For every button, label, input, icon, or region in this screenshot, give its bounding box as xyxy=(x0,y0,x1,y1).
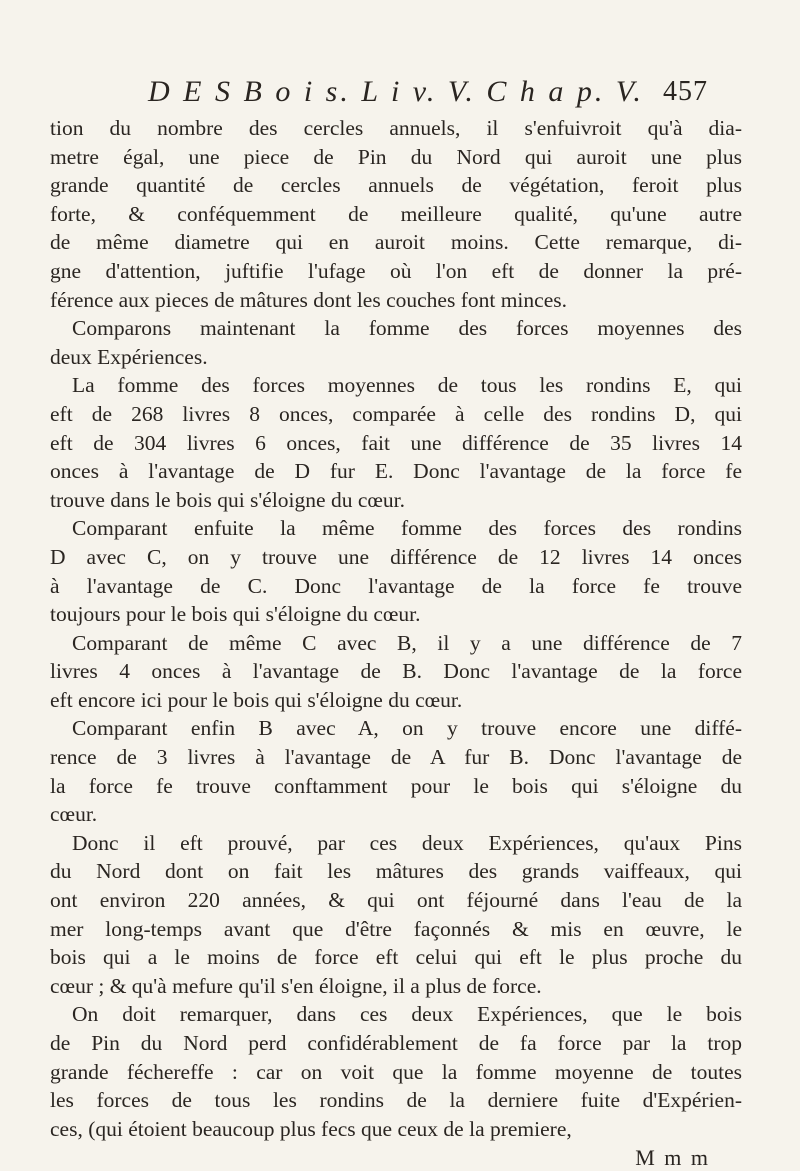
text-line: livres 4 onces à l'avantage de B. Donc l'avantage de la force xyxy=(50,659,742,684)
text-line: toujours pour le bois qui s'éloigne du cœur. xyxy=(50,602,421,627)
text-line: de Pin du Nord perd confidérablement de fa force par la trop xyxy=(50,1031,742,1055)
text-line: gne d'attention, juftifie l'ufage où l'on eft de donner la pré- xyxy=(50,258,742,283)
paragraph xyxy=(50,1000,742,1143)
text-line: eft encore ici pour le bois qui s'éloigne du cœur. xyxy=(50,687,463,712)
text-line: férence aux pieces de mâtures dont les couches font minces. xyxy=(50,287,567,312)
text-line: grande quantité de cercles annuels de végétation, feroit plus xyxy=(50,173,742,198)
text-line: metre égal, une piece de Pin du Nord qui auroit une plus xyxy=(50,144,742,169)
paragraph xyxy=(50,314,742,371)
text-line: On doit remarquer, dans ces deux Expériences, que le bois xyxy=(72,1002,742,1027)
text-line: la force fe trouve conftamment pour le bois qui s'éloigne du xyxy=(50,773,742,798)
text-line: Donc il eft prouvé, par ces deux Expériences, qu'aux Pins xyxy=(72,830,742,855)
text-line: deux Expériences. xyxy=(50,344,208,369)
text-line: de même diametre qui en auroit moins. Cette remarque, di- xyxy=(50,230,742,255)
text-line: cœur ; & qu'à mefure qu'il s'en éloigne, il a plus de force. xyxy=(50,973,542,998)
text-line: eft de 268 livres 8 onces, comparée à celle des rondins D, qui xyxy=(50,401,742,426)
text-line: tion du nombre des cercles annuels, il s'enfuivroit qu'à dia- xyxy=(50,116,742,140)
page-number: 457 xyxy=(663,76,708,107)
paragraph xyxy=(50,629,742,715)
text-line: forte, & conféquemment de meilleure qualité, qu'une autre xyxy=(50,201,742,226)
text-line: ont environ 220 années, & qui ont féjourné dans l'eau de la xyxy=(50,888,742,913)
paragraph xyxy=(50,829,742,1001)
text-line: D avec C, on y trouve une différence de 12 livres 14 onces xyxy=(50,544,742,569)
running-head xyxy=(148,72,708,112)
text-line: cœur. xyxy=(50,802,98,827)
text-line: trouve dans le bois qui s'éloigne du cœur. xyxy=(50,487,405,512)
text-line: les forces de tous les rondins de la derniere fuite d'Expérien- xyxy=(50,1088,742,1113)
text-line: eft de 304 livres 6 onces, fait une différence de 35 livres 14 xyxy=(50,430,742,455)
text-line: grande féchereffe : car on voit que la fomme moyenne de toutes xyxy=(50,1059,742,1084)
text-line: onces à l'avantage de D fur E. Donc l'avantage de la force fe xyxy=(50,459,742,484)
text-line: La fomme des forces moyennes de tous les rondins E, qui xyxy=(72,373,742,398)
running-head-title: D E S B o i s. L i v. V. C h a p. V. xyxy=(148,75,644,108)
paragraph xyxy=(50,514,742,628)
text-line: Comparant enfuite la même fomme des forces des rondins xyxy=(72,516,742,541)
paragraph xyxy=(50,714,742,828)
text-line: Comparons maintenant la fomme des forces moyennes des xyxy=(72,316,742,341)
paragraph xyxy=(50,371,742,514)
text-line: mer long-temps avant que d'être façonnés & mis en œuvre, le xyxy=(50,916,742,941)
text-line: Comparant enfin B avec A, on y trouve encore une diffé- xyxy=(72,716,742,741)
signature-mark: M m m xyxy=(635,1145,710,1171)
paragraph xyxy=(50,114,742,314)
text-line: rence de 3 livres à l'avantage de A fur B. Donc l'avantage de xyxy=(50,745,742,770)
body-text xyxy=(50,114,742,1143)
text-line: bois qui a le moins de force eft celui qui eft le plus proche du xyxy=(50,945,742,970)
text-line: ces, (qui étoient beaucoup plus fecs que ceux de la premiere, xyxy=(50,1116,572,1141)
text-line: du Nord dont on fait les mâtures des grands vaiffeaux, qui xyxy=(50,859,742,884)
text-line: Comparant de même C avec B, il y a une différence de 7 xyxy=(72,630,742,655)
text-line: à l'avantage de C. Donc l'avantage de la force fe trouve xyxy=(50,573,742,598)
